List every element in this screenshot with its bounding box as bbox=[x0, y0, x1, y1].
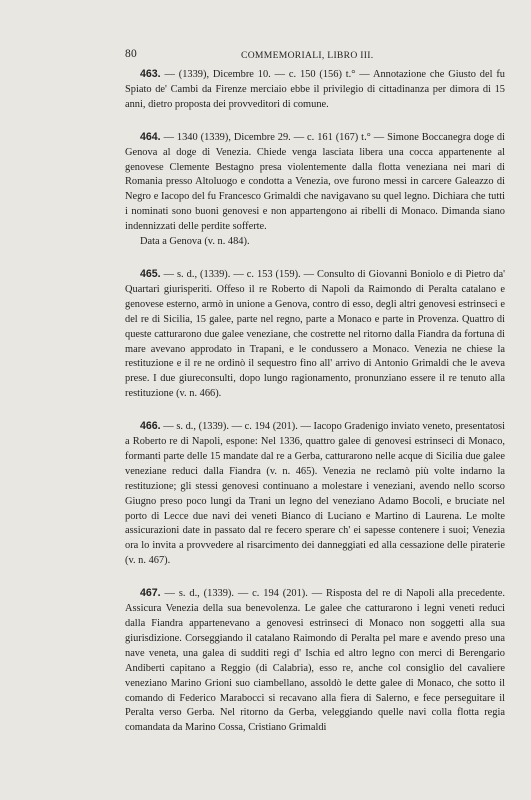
entry-467 bbox=[125, 586, 505, 736]
entry-date-note: Data a Genova (v. n. 484). bbox=[140, 236, 250, 248]
entry-paragraph bbox=[125, 130, 505, 235]
entry-text: — s. d., (1339). — c. 153 (159). — Consulto di Giovanni Boniolo e di Pietro da' Quartari giurisperiti. Offeso il re Roberto di Napoli da Raimondo di Peralta catalano e genovese esterno, armò in unione a Genova, contro di esso, degli altri genovesi estrinseci e del re di Sicilia, 15 galee, parte nel regno, parte a Monaco e parte in Provenza. Quattro di queste catturarono due galee veneziane, che costrette nel ritorno dalla Fiandra da fortuna di mare avevano approdato in Trapani, e le condussero a Monaco. Venezia ne chiese la restituzione e il re ne ordinò il sequestro fino all' arrivo di Antonio Grimaldi che le aveva prese. I due giureconsulti, dopo lungo ragionamento, pronunziano essere il re tenuto alla restituzione (v. n. 466). bbox=[125, 268, 505, 400]
entry-number: 464. bbox=[140, 130, 161, 143]
entry-466 bbox=[125, 419, 505, 569]
entry-number: 465. bbox=[140, 267, 161, 280]
entry-number: 467. bbox=[140, 587, 161, 600]
entry-paragraph bbox=[125, 67, 505, 113]
entry-464 bbox=[125, 130, 505, 250]
entry-paragraph bbox=[125, 419, 505, 569]
entry-paragraph bbox=[125, 267, 505, 402]
entry-text: — s. d., (1339). — c. 194 (201). — Iacopo Gradenigo inviato veneto, presentatosi a Roberto re di Napoli, espone: Nel 1336, quattro galee di genovesi estrinseci di Monaco, formanti parte delle 15 mandate dal re a Gerba, catturarono nelle acque di Sicilia due galee veneziane reduci dalla Fiandra (v. n. 465). Venezia ne reclamò più volte indarno la restituzione; gli stessi genovesi continuano a molestare i veneziani, avendo nello scorso Giugno preso poco lungi da Trani un legno del veneziano Adamo Bocoli, e bruciate nel porto di Lecce due navi dei veneti Bianco di Luciano e Martino di Laurena. Le molte assicurazioni date in passato dal re fecero sperare ch' ei sapesse contenere i suoi; Venezia ora lo invita a provvedere al risarcimento dei danneggiati ed alla cessazione delle piraterie (v. n. 467). bbox=[125, 421, 505, 567]
page-body bbox=[125, 67, 505, 753]
entry-text: — s. d., (1339). — c. 194 (201). — Risposta del re di Napoli alla precedente. Assicura Venezia della sua benevolenza. Le galee che catturarono i legni veneti reduci dalla Fiandra appartenevano a genovesi estrinseci di Monaco non soggetti alla sua giurisdizione. Corseggiando il catalano Raimondo di Peralta pel mare e avendo preso una nave veneta, una galea di sudditi regi d' Ischia ed altro legno con merci di Berengario Andiberti capitano a Reggio (di Calabria), esso re, anche col consiglio del cavaliere veneziano Marino Grioni suo ciambellano, assoldò le dette galee di Monaco, che sotto il comando di Federico Marabocci si recavano alla fiera di Salerno, e fece perseguitare il Peralta verso Gerba. Nel ritorno da Gerba, veleggiando quelle navi colla flotta regia comandata da Marino Cossa, Cristiano Grimaldi bbox=[125, 588, 505, 734]
entry-text: — 1340 (1339), Dicembre 29. — c. 161 (167) t.° — Simone Boccanegra doge di Genova al doge di Venezia. Chiede venga lasciata libera una cocca appartenente al genovese Clemente Bestagno presa violentemente dalla flotta veneziana nei mari di Romania presso Altoluogo e condotta a Venezia, ove furono messi in carcere Galeazzo di Negro e Iacopo del fu Francesco Grimaldi che navigavano su quel legno. Dichiara che tutti i nominati sono buoni genovesi e non appartengono ai ribelli di Monaco. Dimanda siano indennizzati delle perdite sofferte. bbox=[125, 131, 505, 233]
entry-text: — (1339), Dicembre 10. — c. 150 (156) t.° — Annotazione che Giusto del fu Spiato de' Cambi da Firenze merciaio ebbe il privilegio di cittadinanza per dimora di 15 anni, dietro proposta dei provveditori di comune. bbox=[125, 69, 505, 110]
page-header bbox=[125, 48, 506, 62]
entry-465 bbox=[125, 267, 505, 402]
entry-paragraph bbox=[125, 586, 505, 736]
entry-paragraph bbox=[125, 235, 505, 250]
entry-number: 463. bbox=[140, 68, 161, 80]
entry-463 bbox=[125, 67, 505, 113]
page-number: 80 bbox=[125, 48, 138, 60]
entry-number: 466. bbox=[140, 420, 161, 433]
running-title: COMMEMORIALI, LIBRO III. bbox=[241, 50, 374, 61]
